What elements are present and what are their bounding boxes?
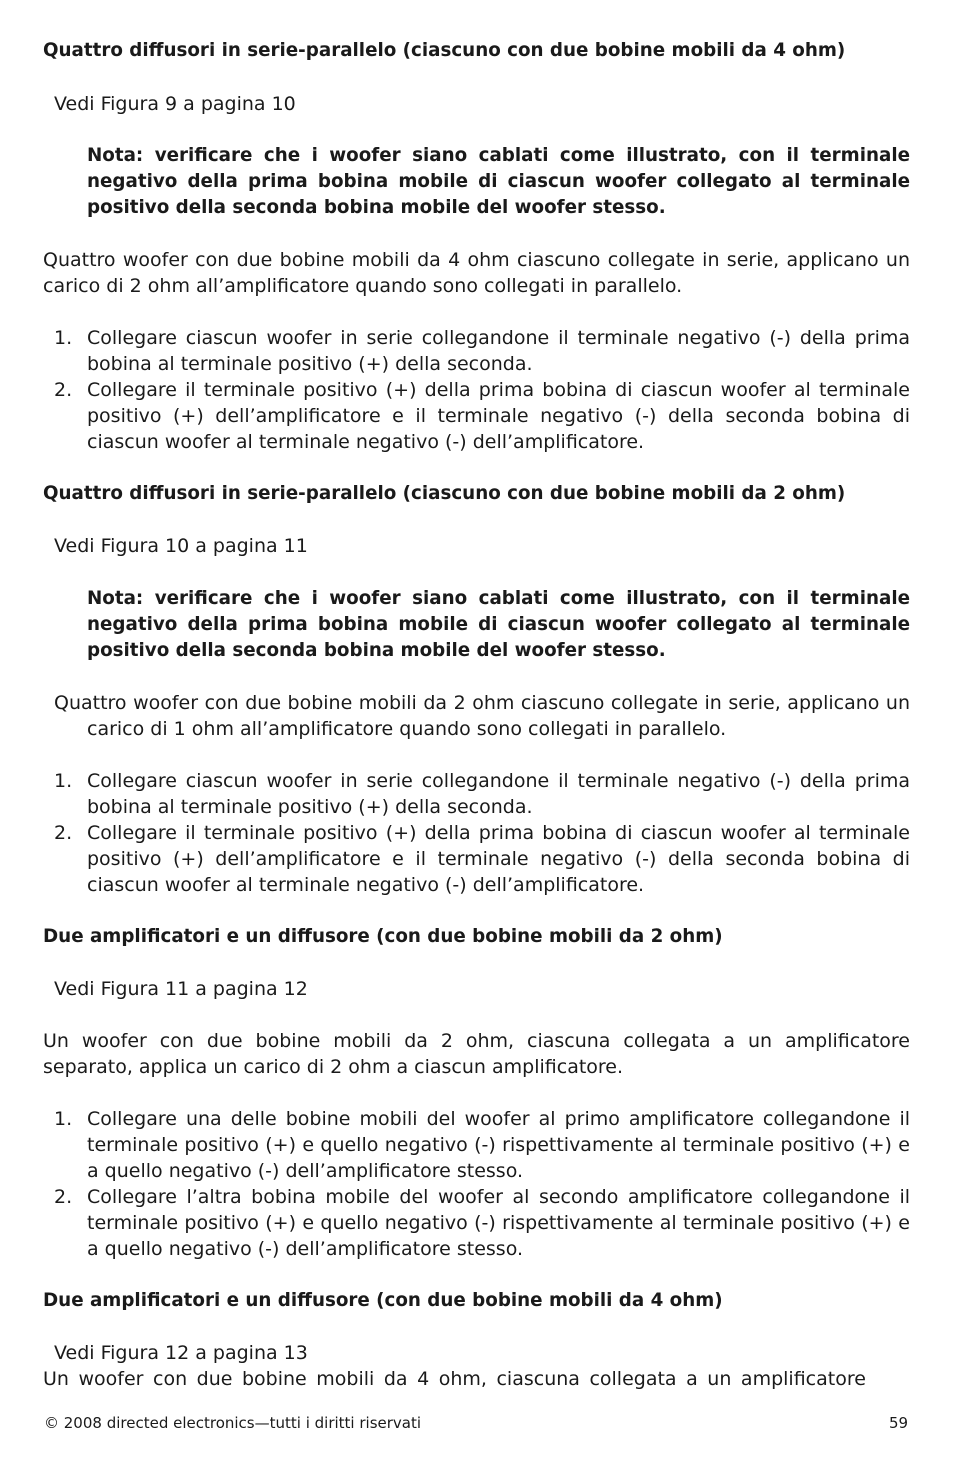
intro-paragraph: Un woofer con due bobine mobili da 4 ohm, ciascuna collegata a un amplificatore [43,1368,866,1390]
list-number: 1. [54,327,73,349]
note-paragraph: Nota: verificare che i woofer siano cablati come illustrato, con il terminale negativo della prima bobina mobile di ciascun woofer collegato al terminale positivo della seconda bobina mobile del woofer stesso. [87,145,910,218]
list-text: Collegare l’altra bobina mobile del woofer al secondo amplificatore collegandone il terminale positivo (+) e quello negativo (-) rispettivamente al terminale positivo (+) e a quello negativo (-) dell’amplificatore stesso. [87,1186,910,1260]
steps-list [43,768,910,898]
intro-paragraph: Quattro woofer con due bobine mobili da 4 ohm ciascuno collegate in serie, applicano un carico di 2 ohm all’amplificatore quando sono collegati in parallelo. [43,249,910,297]
list-number: 2. [54,822,73,844]
intro-paragraph: Un woofer con due bobine mobili da 2 ohm, ciascuna collegata a un amplificatore separato, applica un carico di 2 ohm a ciascun amplificatore. [43,1030,910,1078]
list-item [43,820,910,898]
list-item [43,325,910,377]
list-number: 1. [54,770,73,792]
list-text: Collegare una delle bobine mobili del woofer al primo amplificatore collegandone il terminale positivo (+) e quello negativo (-) rispettivamente al terminale positivo (+) e a quello negativo (-) dell’amplificatore stesso. [87,1108,910,1182]
list-number: 2. [54,379,73,401]
list-text: Collegare il terminale positivo (+) della prima bobina di ciascun woofer al terminale positivo (+) dell’amplificatore e il terminale negativo (-) della seconda bobina di ciascun woofer al terminale negativo (-) dell’amplificatore. [87,379,910,453]
note-paragraph: Nota: verificare che i woofer siano cablati come illustrato, con il terminale negativo della prima bobina mobile di ciascun woofer collegato al terminale positivo della seconda bobina mobile del woofer stesso. [87,588,910,661]
steps-list [43,325,910,455]
figure-reference: Vedi Figura 12 a pagina 13 [54,1342,308,1364]
list-item [43,768,910,820]
list-text: Collegare ciascun woofer in serie collegandone il terminale negativo (-) della prima bobina al terminale positivo (+) della seconda. [87,770,910,818]
list-item [43,377,910,455]
figure-reference: Vedi Figura 9 a pagina 10 [54,93,296,115]
list-item [43,1184,910,1262]
figure-reference: Vedi Figura 11 a pagina 12 [54,978,308,1000]
list-item [43,1106,910,1184]
list-number: 1. [54,1108,73,1130]
list-text: Collegare ciascun woofer in serie collegandone il terminale negativo (-) della prima bobina al terminale positivo (+) della seconda. [87,327,910,375]
page-number: 59 [889,1414,909,1432]
steps-list [43,1106,910,1262]
list-text: Collegare il terminale positivo (+) della prima bobina di ciascun woofer al terminale positivo (+) dell’amplificatore e il terminale negativo (-) della seconda bobina di ciascun woofer al terminale negativo (-) dell’amplificatore. [87,822,910,896]
footer-copyright: © 2008 directed electronics—tutti i diritti riservati [44,1414,422,1432]
figure-reference: Vedi Figura 10 a pagina 11 [54,535,308,557]
section-heading: Due amplificatori e un diffusore (con due bobine mobili da 4 ohm) [43,1290,723,1311]
section-heading: Quattro diffusori in serie-parallelo (ciascuno con due bobine mobili da 2 ohm) [43,483,846,504]
section-heading: Due amplificatori e un diffusore (con due bobine mobili da 2 ohm) [43,926,723,947]
intro-paragraph: Quattro woofer con due bobine mobili da 2 ohm ciascuno collegate in serie, applicano un carico di 1 ohm all’amplificatore quando sono collegati in parallelo. [54,692,910,740]
list-number: 2. [54,1186,73,1208]
section-heading: Quattro diffusori in serie-parallelo (ciascuno con due bobine mobili da 4 ohm) [43,40,846,61]
